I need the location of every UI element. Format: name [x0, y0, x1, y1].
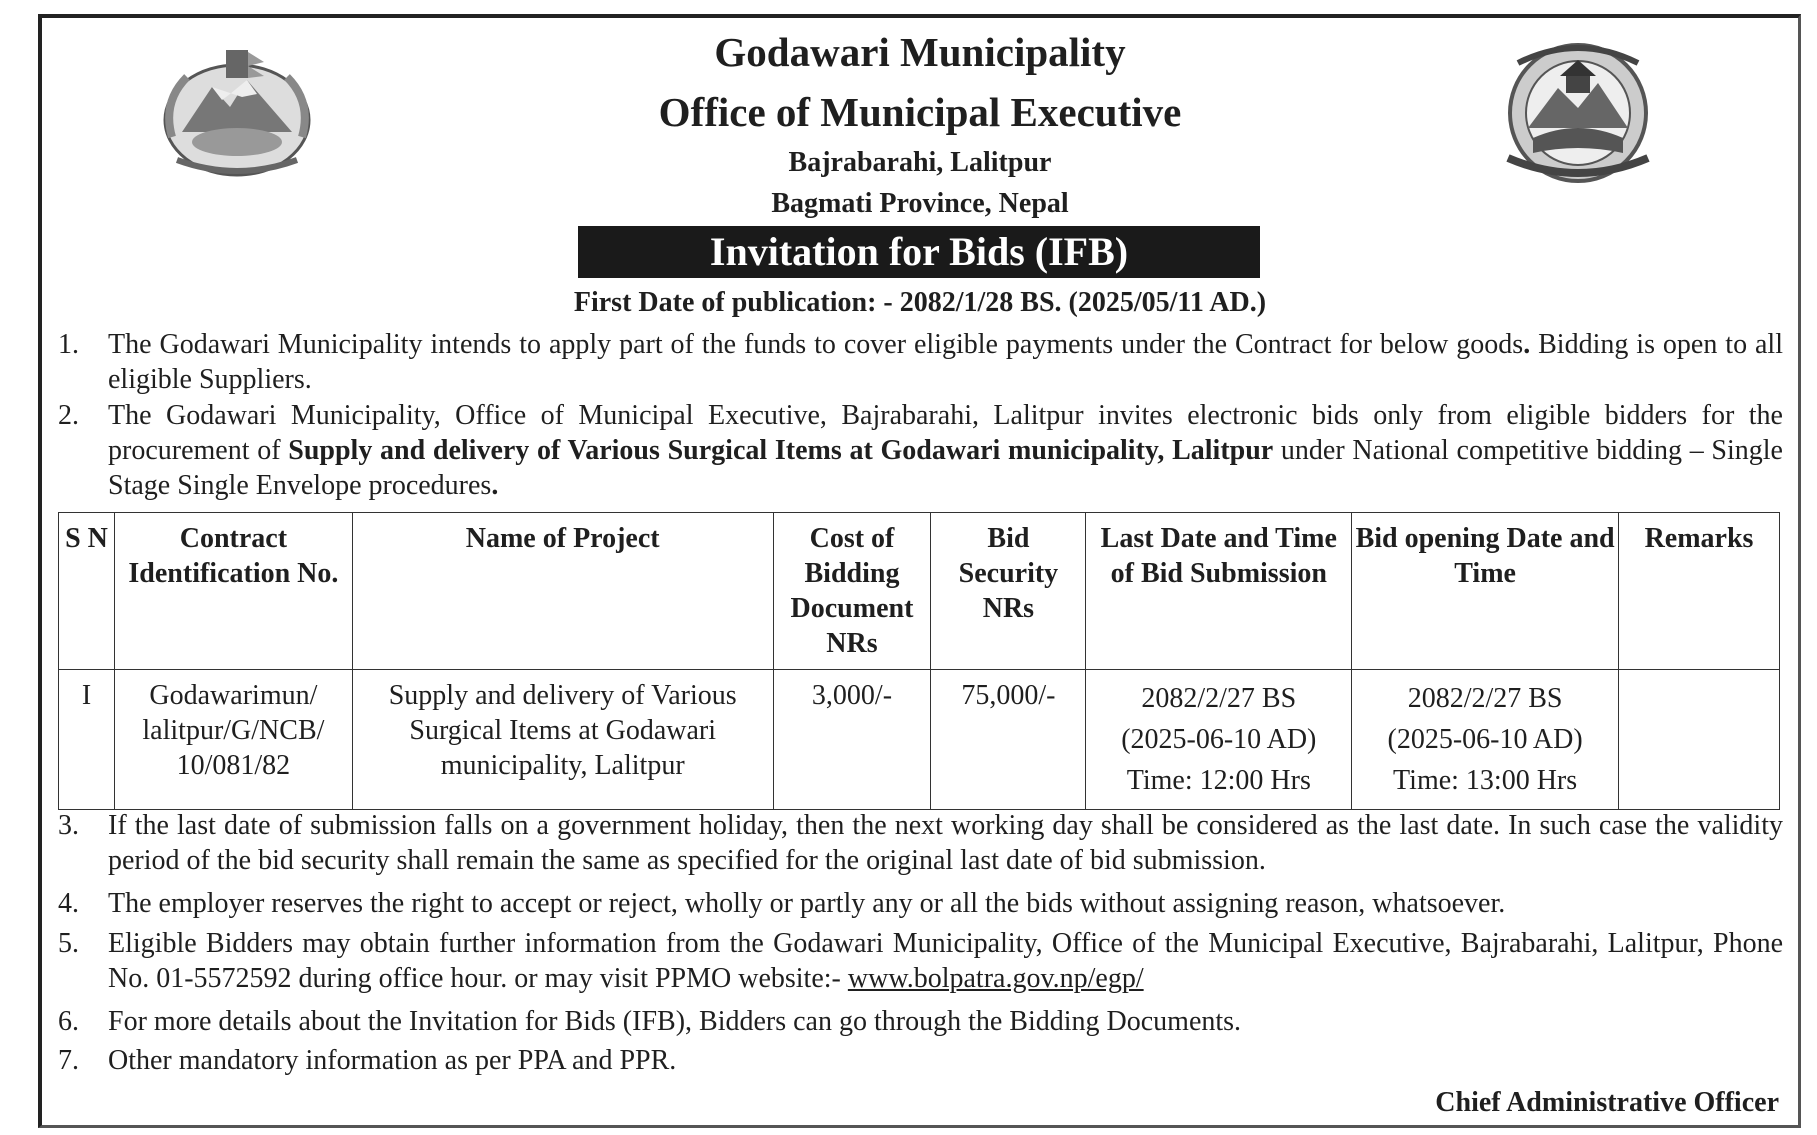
paragraph-number: 1. [58, 329, 79, 360]
paragraph-number: 3. [58, 810, 79, 841]
opening-date-ad: (2025-06-10 AD) [1387, 724, 1583, 755]
paragraph-5 [58, 926, 1783, 996]
cell-remarks [1619, 670, 1780, 810]
paragraph-1 [58, 327, 1783, 397]
signature-title: Chief Administrative Officer [1435, 1087, 1779, 1118]
header-cost: Cost of Bidding Document NRs [773, 513, 931, 670]
paragraph-3 [58, 808, 1783, 878]
paragraph-number: 2. [58, 400, 79, 431]
paragraph-text: For more details about the Invitation for Bids (IFB), Bidders can go through the Bidding Documents. [108, 1006, 1242, 1037]
header-project: Name of Project [352, 513, 773, 670]
address-line-1: Bajrabarahi, Lalitpur [788, 147, 1052, 178]
paragraph-text: Other mandatory information as per PPA and PPR. [108, 1045, 677, 1076]
paragraph-text: The employer reserves the right to accept or reject, wholly or partly any or all the bids without assigning reason, whatsoever. [108, 888, 1506, 919]
org-name: Godawari Municipality [714, 29, 1126, 75]
last-date-time: Time: 12:00 Hrs [1126, 765, 1311, 796]
paragraph-text: The Godawari Municipality intends to apply part of the funds to cover eligible payments under the Contract for below goods [108, 329, 1524, 360]
paragraph-number: 6. [58, 1006, 79, 1037]
paragraph-text: Eligible Bidders may obtain further information from the Godawari Municipality, Office of the Municipal Executive, Bajrabarahi, Lalitpur, Phone No. 01-5572592 during office hour. or may visit PPMO website:- [108, 928, 1783, 994]
paragraph-text-2: under National competitive bidding – Single Stage Single Envelope procedures [108, 435, 1783, 501]
office-name: Office of Municipal Executive [658, 89, 1182, 135]
paragraph-text: The Godawari Municipality, Office of Municipal Executive, Bajrabarahi, Lalitpur invites electronic bids only from eligible bidders for the procurement of [108, 400, 1783, 466]
notice-title: Invitation for Bids (IFB) [578, 226, 1260, 278]
ppmo-website-link[interactable]: www.bolpatra.gov.np/egp/ [847, 963, 1144, 994]
cell-contract-id: Godawarimun/ lalitpur/G/NCB/ 10/081/82 [114, 670, 352, 810]
cell-opening [1352, 670, 1619, 810]
paragraph-4 [58, 886, 1783, 921]
paragraph-bold-end: . [1523, 329, 1531, 360]
paragraph-6 [58, 1004, 1783, 1039]
opening-time: Time: 13:00 Hrs [1393, 765, 1578, 796]
bid-table [58, 512, 1780, 810]
publication-date: First Date of publication: - 2082/1/28 BS. (2025/05/11 AD.) [573, 287, 1267, 318]
cell-project: Supply and delivery of Various Surgical Items at Godawari municipality, Lalitpur [352, 670, 773, 810]
header-security: Bid Security NRs [931, 513, 1086, 670]
header-remarks: Remarks [1619, 513, 1780, 670]
header-last-date: Last Date and Time of Bid Submission [1086, 513, 1352, 670]
header-opening: Bid opening Date and Time [1352, 513, 1619, 670]
header-contract-id: Contract Identification No. [114, 513, 352, 670]
godawari-municipality-logo-icon [1488, 38, 1668, 188]
cell-cost: 3,000/- [773, 670, 931, 810]
opening-date-bs: 2082/2/27 BS [1407, 683, 1563, 714]
paragraph-bold-project: Supply and delivery of Various Surgical Items at Godawari municipality, Lalitpur [288, 435, 1274, 466]
paragraph-number: 7. [58, 1045, 79, 1076]
cell-sn: I [59, 670, 115, 810]
paragraph-bold-end: . [491, 470, 499, 501]
paragraph-7 [58, 1043, 1783, 1078]
table-row [59, 670, 1780, 810]
paragraph-number: 4. [58, 888, 79, 919]
last-date-bs: 2082/2/27 BS [1141, 683, 1297, 714]
paragraph-text-2: Bidding is open to all eligible Suppliers. [108, 329, 1783, 395]
last-date-ad: (2025-06-10 AD) [1121, 724, 1317, 755]
table-header-row [59, 513, 1780, 670]
paragraph-number: 5. [58, 928, 79, 959]
paragraph-2 [58, 398, 1783, 503]
cell-last-date [1086, 670, 1352, 810]
nepal-government-emblem-icon [152, 42, 322, 182]
header-sn: S N [59, 513, 115, 670]
paragraph-text: If the last date of submission falls on a government holiday, then the next working day shall be considered as the last date. In such case the validity period of the bid security shall remain the same as specified for the original last date of bid submission. [108, 810, 1783, 876]
address-line-2: Bagmati Province, Nepal [771, 188, 1069, 219]
cell-security: 75,000/- [931, 670, 1086, 810]
